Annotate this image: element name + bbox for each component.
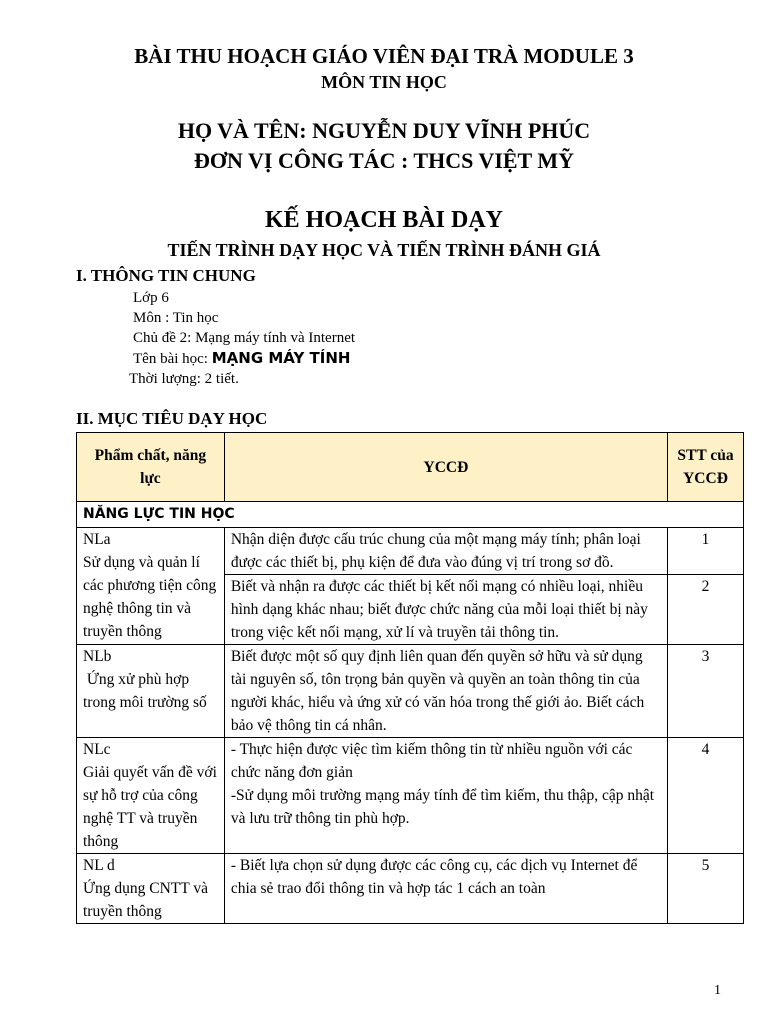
section-1-heading: I. THÔNG TIN CHUNG [76, 266, 256, 285]
table-row [77, 645, 744, 738]
info-lesson [133, 349, 350, 368]
stt-cell: 3 [668, 645, 744, 738]
header-competence: Phẩm chất, năng lực [77, 433, 225, 502]
work-unit: ĐƠN VỊ CÔNG TÁC : THCS VIỆT MỸ [194, 148, 574, 173]
section-2-heading: II. MỤC TIÊU DẠY HỌC [76, 409, 268, 428]
competence-cell [77, 738, 225, 854]
info-duration: Thời lượng: 2 tiết. [129, 371, 239, 387]
info-lesson-name: MẠNG MÁY TÍNH [211, 349, 351, 367]
requirement-cell: Nhận diện được cấu trúc chung của một mạng máy tính; phân loại được các thiết bị, phụ kiện để đưa vào đúng vị trí trong sơ đồ. [224, 528, 667, 575]
stt-cell: 5 [668, 854, 744, 924]
info-lesson-label: Tên bài học: [133, 351, 212, 367]
table-row [77, 528, 744, 575]
subject-title: MÔN TIN HỌC [321, 72, 447, 92]
info-subject: Môn : Tin học [133, 310, 219, 326]
competence-code: NLa [83, 531, 111, 548]
table-row [77, 738, 744, 854]
competence-cell [77, 854, 225, 924]
info-class: Lớp 6 [133, 290, 169, 306]
competence-text: Sử dụng và quản lí các phương tiện công nghệ thông tin và truyền thông [83, 554, 217, 640]
requirement-cell: Biết và nhận ra được các thiết bị kết nối mạng có nhiều loại, nhiều hình dạng khác nhau; biết được chức năng của mỗi loại thiết bị này trong việc kết nối mạng, xử lí và truyền tải thông tin. [224, 575, 667, 645]
competence-code: NLc [83, 741, 111, 758]
table-header-row [77, 433, 744, 502]
header-stt: STT của YCCĐ [668, 433, 744, 502]
document-title: BÀI THU HOẠCH GIÁO VIÊN ĐẠI TRÀ MODULE 3 [134, 44, 634, 68]
requirement-cell: Biết được một số quy định liên quan đến quyền sở hữu và sử dụng tài nguyên số, tôn trọng bản quyền và quyền an toàn thông tin của người khác, hiểu và ứng xử có văn hóa trong thế giới ảo. Biết cách bảo vệ thông tin cá nhân. [224, 645, 667, 738]
competence-code: NLb [83, 648, 112, 665]
group-label: NĂNG LỰC TIN HỌC [77, 502, 744, 528]
competence-code: NL d [83, 857, 115, 874]
info-topic: Chủ đề 2: Mạng máy tính và Internet [133, 330, 356, 346]
plan-title: KẾ HOẠCH BÀI DẠY [264, 207, 504, 233]
group-row [77, 502, 744, 528]
plan-subtitle: TIẾN TRÌNH DẠY HỌC VÀ TIẾN TRÌNH ĐÁNH GIÁ [167, 240, 601, 260]
requirement-cell: - Thực hiện được việc tìm kiếm thông tin từ nhiều nguồn với các chức năng đơn giản -Sử dụng môi trường mạng máy tính để tìm kiếm, thu thập, cập nhật và lưu trữ thông tin phù hợp. [224, 738, 667, 854]
header-yccd: YCCĐ [224, 433, 667, 502]
stt-cell: 2 [668, 575, 744, 645]
competence-text: Ứng xử phù hợp trong môi trường số [83, 671, 207, 711]
competence-text: Giải quyết vấn đề với sự hỗ trợ của công nghệ TT và truyền thông [83, 764, 217, 850]
competence-cell [77, 645, 225, 738]
competence-text: Ứng dụng CNTT và truyền thông [83, 880, 208, 920]
stt-cell: 4 [668, 738, 744, 854]
page-number: 1 [714, 983, 721, 998]
competence-cell [77, 528, 225, 645]
teacher-name: HỌ VÀ TÊN: NGUYỄN DUY VĨNH PHÚC [177, 118, 591, 143]
objectives-table [76, 432, 744, 924]
requirement-cell: - Biết lựa chọn sử dụng được các công cụ, các dịch vụ Internet để chia sẻ trao đổi thông tin và hợp tác 1 cách an toàn [224, 854, 667, 924]
table-row [77, 854, 744, 924]
stt-cell: 1 [668, 528, 744, 575]
